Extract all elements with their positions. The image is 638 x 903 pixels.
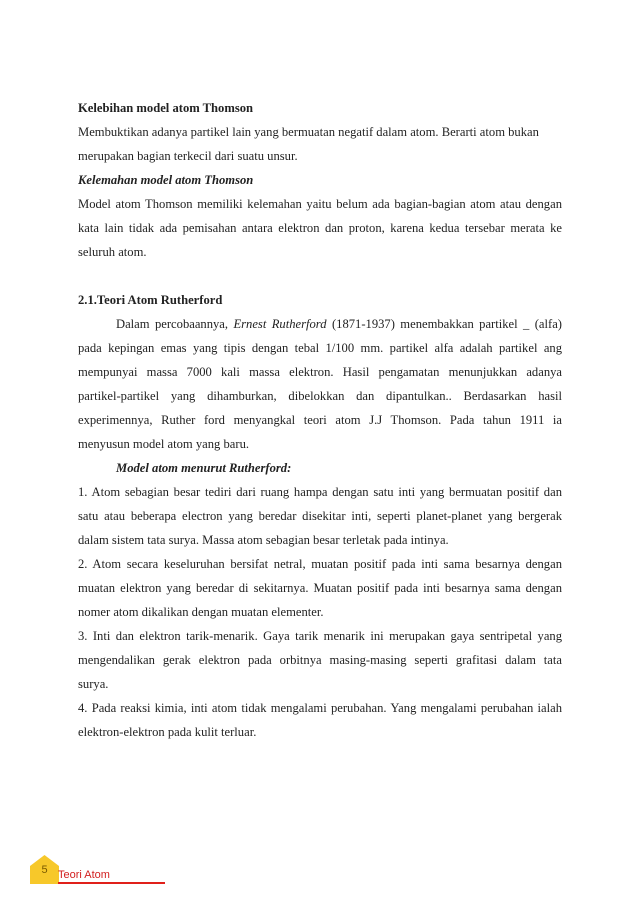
list-item-line: dalam sistem tata surya. Massa atom sebagian besar terletak pada intinya.: [78, 533, 449, 547]
kelemahan-heading: Kelemahan model atom Thomson: [78, 173, 254, 187]
list-item-line: 2. Atom secara keseluruhan bersifat netral, muatan positif pada inti sama besarnya dengan: [78, 557, 562, 571]
list-item-line: 4. Pada reaksi kimia, inti atom tidak mengalami perubahan. Yang mengalami perubahan ialah: [78, 701, 562, 715]
spacer: [78, 264, 562, 288]
scientist-name: Ernest Rutherford: [233, 317, 327, 331]
paragraph-line: menyusun model atom yang baru.: [78, 437, 250, 451]
list-item-line: mengendalikan gerak elektron pada orbitnya masing-masing seperti grafitasi dalam tata: [78, 653, 562, 667]
footer-title: Teori Atom: [58, 869, 110, 881]
list-item-line: muatan elektron yang beredar di sekitarnya. Muatan positif pada inti besarnya sama dengan: [78, 581, 562, 595]
list-item-line: 3. Inti dan elektron tarik-menarik. Gaya tarik menarik ini merupakan gaya sentripetal yang: [78, 629, 562, 643]
paragraph-text: Dalam percobaannya,: [116, 317, 229, 331]
kelebihan-heading: Kelebihan model atom Thomson: [78, 101, 254, 115]
model-heading: Model atom menurut Rutherford:: [116, 461, 292, 475]
kelebihan-text-line: Membuktikan adanya partikel lain yang bermuatan negatif dalam atom. Berarti atom bukan: [78, 125, 539, 139]
list-item-line: satu atau beberapa electron yang beredar disekitar inti, seperti planet-planet yang bergerak: [78, 509, 562, 523]
page-footer: [30, 855, 170, 885]
paragraph-line: partikel-partikel yang dihamburkan, dibelokkan dan dipantulkan.. Berdasarkan hasil: [78, 389, 562, 403]
page-number: 5: [41, 864, 48, 876]
kelemahan-text-line: seluruh atom.: [78, 245, 147, 259]
paragraph-line: experimennya, Ruther ford menyangkal teori atom J.J Thomson. Pada tahun 1911 ia: [78, 413, 562, 427]
footer-underline: [58, 882, 165, 884]
paragraph-line: [78, 312, 562, 336]
list-item-line: surya.: [78, 677, 109, 691]
kelemahan-text-line: kata lain tidak ada pemisahan antara elektron dan proton, karena kedua tersebar merata ke: [78, 221, 562, 235]
kelemahan-text-line: Model atom Thomson memiliki kelemahan yaitu belum ada bagian-bagian atom atau dengan: [78, 197, 562, 211]
paragraph-line: pada kepingan emas yang tipis dengan tebal 1/100 mm. partikel alfa adalah partikel ang: [78, 341, 562, 355]
list-item-line: nomer atom dikalikan dengan muatan elementer.: [78, 605, 324, 619]
paragraph-line: mempunyai massa 7000 kali massa elektron. Hasil pengamatan menunjukkan adanya: [78, 365, 562, 379]
list-item-line: 1. Atom sebagian besar tediri dari ruang hampa dengan satu inti yang bermuatan positif dan: [78, 485, 562, 499]
section-heading: 2.1.Teori Atom Rutherford: [78, 293, 223, 307]
kelebihan-text-line: merupakan bagian terkecil dari suatu unsur.: [78, 149, 298, 163]
paragraph-text: (1871-1937) menembakkan partikel _ (alfa): [331, 317, 562, 331]
page-content: [78, 96, 562, 744]
list-item-line: elektron-elektron pada kulit terluar.: [78, 725, 257, 739]
